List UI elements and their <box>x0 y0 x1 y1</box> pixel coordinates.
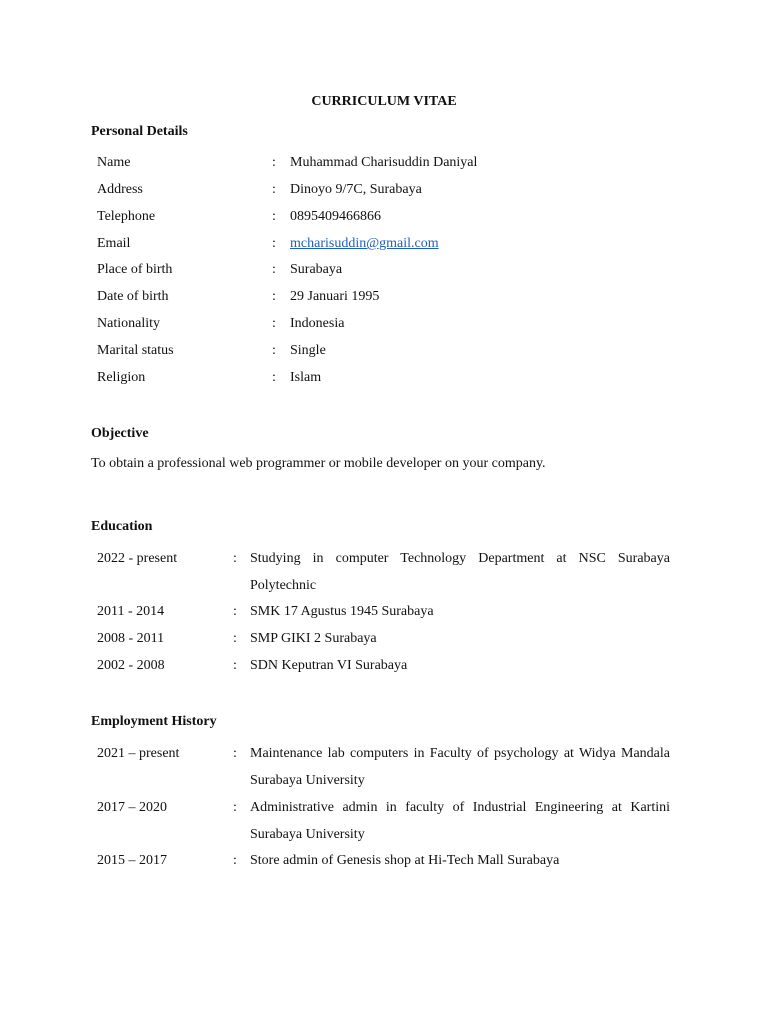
email-link[interactable]: mcharisuddin@gmail.com <box>290 236 439 251</box>
objective-heading: Objective <box>91 426 149 441</box>
personal-row-place-of-birth <box>97 257 672 283</box>
field-value: Single <box>290 343 326 358</box>
colon: : <box>233 658 237 673</box>
field-label: Nationality <box>97 316 160 331</box>
colon: : <box>272 343 276 358</box>
personal-row-nationality <box>97 311 672 337</box>
field-value: 29 Januari 1995 <box>290 289 380 304</box>
field-label: Address <box>97 182 143 197</box>
personal-row-telephone <box>97 204 672 230</box>
colon: : <box>272 289 276 304</box>
field-label: Telephone <box>97 209 156 224</box>
colon: : <box>233 800 237 815</box>
field-label: Religion <box>97 370 146 385</box>
field-value: Islam <box>290 370 322 385</box>
colon: : <box>272 209 276 224</box>
field-label: Date of birth <box>97 289 169 304</box>
personal-row-date-of-birth <box>97 284 672 310</box>
period-label: 2008 - 2011 <box>97 631 165 646</box>
colon: : <box>233 604 237 619</box>
education-value: SDN Keputran VI Surabaya <box>250 658 408 673</box>
colon: : <box>272 370 276 385</box>
field-value: Surabaya <box>290 262 343 277</box>
colon: : <box>272 316 276 331</box>
employment-value: Maintenance lab computers in Faculty of psychology at Widya Mandala Surabaya University <box>250 746 670 788</box>
period-label: 2017 – 2020 <box>97 800 167 815</box>
field-label: Marital status <box>97 343 174 358</box>
field-label: Name <box>97 155 131 170</box>
employment-heading: Employment History <box>91 714 217 729</box>
colon: : <box>233 631 237 646</box>
education-value: SMK 17 Agustus 1945 Surabaya <box>250 604 434 619</box>
period-label: 2002 - 2008 <box>97 658 165 673</box>
field-value: Muhammad Charisuddin Daniyal <box>290 155 478 170</box>
field-value: Dinoyo 9/7C, Surabaya <box>290 182 422 197</box>
personal-row-name <box>97 150 672 176</box>
period-label: 2021 – present <box>97 746 180 761</box>
employment-value: Store admin of Genesis shop at Hi-Tech Mall Surabaya <box>250 853 560 868</box>
personal-row-marital-status <box>97 338 672 364</box>
personal-details-heading: Personal Details <box>91 124 188 139</box>
employment-value: Administrative admin in faculty of Industrial Engineering at Kartini Surabaya University <box>250 800 670 842</box>
field-value: Indonesia <box>290 316 345 331</box>
colon: : <box>272 182 276 197</box>
period-label: 2011 - 2014 <box>97 604 165 619</box>
colon: : <box>272 236 276 251</box>
personal-row-email <box>97 231 672 257</box>
period-label: 2015 – 2017 <box>97 853 167 868</box>
colon: : <box>233 551 237 566</box>
education-value: Studying in computer Technology Department at NSC Surabaya Polytechnic <box>250 551 670 593</box>
field-label: Email <box>97 236 131 251</box>
period-label: 2022 - present <box>97 551 178 566</box>
field-value: 0895409466866 <box>290 209 381 224</box>
objective-text: To obtain a professional web programmer or mobile developer on your company. <box>91 456 546 471</box>
field-label: Place of birth <box>97 262 173 277</box>
colon: : <box>233 746 237 761</box>
personal-row-religion <box>97 365 672 391</box>
document-title: CURRICULUM VITAE <box>311 94 457 109</box>
colon: : <box>233 853 237 868</box>
personal-row-address <box>97 177 672 203</box>
education-value: SMP GIKI 2 Surabaya <box>250 631 377 646</box>
colon: : <box>272 262 276 277</box>
education-heading: Education <box>91 519 153 534</box>
colon: : <box>272 155 276 170</box>
